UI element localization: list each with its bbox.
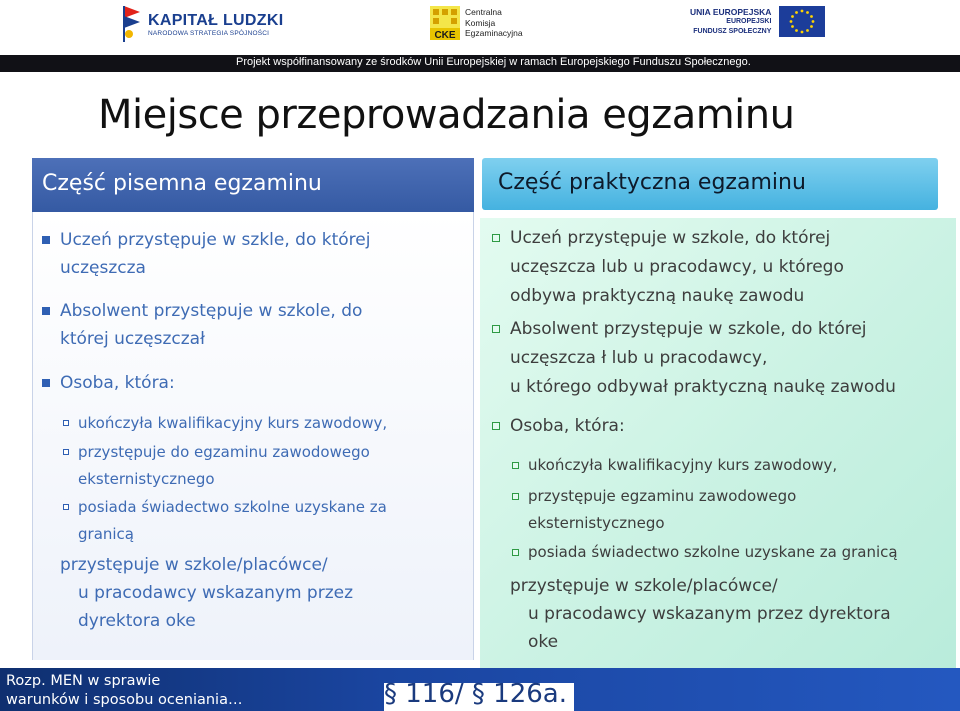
eu-line-1: UNIA EUROPEJSKA xyxy=(690,6,772,17)
list-item: Uczeń przystępuje w szkole, do której uczęszcza lub u pracodawcy, u którego odbywa praktyczną naukę zawodu xyxy=(510,224,844,311)
bullet-icon xyxy=(42,379,50,387)
cke-logo xyxy=(430,6,523,40)
list-item: Absolwent przystępuje w szkole, do której uczęszczał xyxy=(60,297,362,353)
regulation-reference xyxy=(6,672,242,710)
regulation-reference-line-2: warunków i sposobu oceniania… xyxy=(6,692,243,708)
sub-list-item: posiada świadectwo szkolne uzyskane za granicą xyxy=(78,494,387,548)
paragraph-reference: § 116/ § 126a. xyxy=(384,679,568,709)
bullet-icon xyxy=(42,236,50,244)
closing-text: przystępuje w szkole/placówce/ u pracodawcy wskazanym przez dyrektora oke xyxy=(60,555,353,631)
written-part-heading: Część pisemna egzaminu xyxy=(42,171,322,196)
kapital-ludzki-logo xyxy=(120,4,283,44)
sub-bullet-icon xyxy=(512,549,519,556)
kapital-ludzki-subtitle: NARODOWA STRATEGIA SPÓJNOŚCI xyxy=(148,29,270,37)
sub-list-item: posiada świadectwo szkolne uzyskane za granicą xyxy=(528,539,898,566)
logo-bar xyxy=(0,0,960,52)
practical-part-heading: Część praktyczna egzaminu xyxy=(498,170,806,195)
project-banner xyxy=(0,55,960,72)
sub-list-item: przystępuje egzaminu zawodowego eksternistycznego xyxy=(528,483,796,537)
bullet-icon xyxy=(492,422,500,430)
sub-bullet-icon xyxy=(63,504,69,510)
sub-list-item: ukończyła kwalifikacyjny kurs zawodowy, xyxy=(528,452,837,479)
sub-list-item: przystępuje do egzaminu zawodowego eksternistycznego xyxy=(78,439,370,493)
cke-emblem-icon xyxy=(430,6,460,40)
eu-flag-icon xyxy=(779,6,825,37)
written-part-heading-bar xyxy=(32,158,474,212)
sub-bullet-icon xyxy=(512,462,519,469)
closing-text: przystępuje w szkole/placówce/ u pracodawcy wskazanym przez dyrektora oke xyxy=(510,576,891,652)
kapital-ludzki-flag-icon xyxy=(120,4,142,44)
bullet-icon xyxy=(492,325,500,333)
slide-title: Miejsce przeprowadzania egzaminu xyxy=(98,92,795,138)
cke-line-2: Komisja xyxy=(465,17,496,28)
kapital-ludzki-title: KAPITAŁ LUDZKI xyxy=(148,11,284,29)
sub-list-item: ukończyła kwalifikacyjny kurs zawodowy, xyxy=(78,410,387,437)
bullet-icon xyxy=(42,307,50,315)
regulation-reference-line-1: Rozp. MEN w sprawie xyxy=(6,673,161,689)
paragraph-reference-box xyxy=(384,679,574,711)
sub-bullet-icon xyxy=(512,493,519,500)
list-item: Osoba, która: xyxy=(60,369,175,397)
list-item: Osoba, która: xyxy=(510,412,625,441)
eu-logo xyxy=(690,6,825,37)
list-item: Uczeń przystępuje w szkle, do której uczęszcza xyxy=(60,226,370,282)
sub-bullet-icon xyxy=(63,449,69,455)
practical-part-heading-bar xyxy=(482,158,938,210)
project-note: Projekt współfinansowany ze środków Unii Europejskiej w ramach Europejskiego Funduszu Społecznego. xyxy=(236,56,751,68)
eu-line-2: EUROPEJSKI xyxy=(726,17,772,25)
cke-line-1: Centralna xyxy=(465,7,502,18)
cke-mark: CKE xyxy=(434,30,456,40)
list-item: Absolwent przystępuje w szkole, do której uczęszcza ł lub u pracodawcy, u którego odbywał praktyczną naukę zawodu xyxy=(510,315,896,402)
bullet-icon xyxy=(492,234,500,242)
sub-bullet-icon xyxy=(63,420,69,426)
eu-line-3: FUNDUSZ SPOŁECZNY xyxy=(693,27,772,35)
cke-line-3: Egzaminacyjna xyxy=(465,28,523,39)
